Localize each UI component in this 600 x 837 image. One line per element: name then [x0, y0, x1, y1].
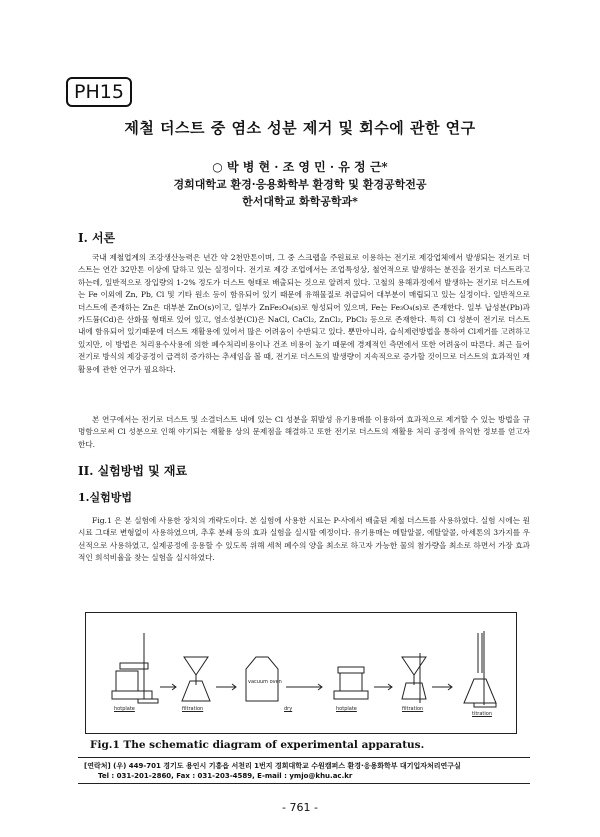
paper-code-box: PH15: [66, 77, 132, 107]
label-titration: titration: [472, 711, 493, 717]
label-filtration-2: filtration: [402, 706, 424, 712]
paragraph-methods-1: Fig.1 은 본 실험에 사용한 장치의 개략도이다. 본 실험에 사용한 시료는 P-사에서 배출된 제철 더스트를 사용하였다. 실험 시에는 원시료 그대로 변형없이 사용하였으며, 추후 분쇄 등의 효과 실험을 실시할 예정이다. 유기용매는 메탈알콜, 에탈알콜, 아세톤의 3가지를 우선적으로 사용하였고, 실제공정에 응용할 수 있도록 위해 세척 폐수의 양을 최소로 하고자 가능한 물의 첨가량을 최소로 하면서 가장 효과적인 희석비율을 찾는 실험을 실시하였다.: [78, 516, 530, 563]
label-hotplate-1: hotplate: [114, 706, 135, 712]
affiliation-2: 한서대학교 화학공학과*: [242, 195, 358, 208]
label-filtration-1: filtration: [182, 706, 204, 712]
contact-line-2: Tel : 031-201-2860, Fax : 031-203-4589, E-mail : ymjo@khu.ac.kr: [98, 772, 353, 780]
figure-caption: Fig.1 The schematic diagram of experimental apparatus.: [90, 739, 425, 751]
page-number: - 761 -: [282, 801, 318, 814]
footer-rule-top: [78, 757, 530, 758]
figure-apparatus: [85, 612, 517, 734]
label-vacuum-oven: vacuum oven: [248, 679, 282, 685]
subsection-heading-methods: 1.실험방법: [78, 491, 132, 504]
footer-rule-bottom: [78, 783, 530, 784]
label-dry: dry: [284, 706, 293, 712]
apparatus-diagram: [86, 613, 516, 733]
section-heading-intro: I. 서론: [78, 231, 116, 245]
section-heading-methods: II. 실험방법 및 재료: [78, 464, 188, 478]
label-hotplate-2: hotplate: [336, 706, 357, 712]
contact-line-1: [연락처] (우) 449-701 경기도 용인시 기흥읍 서천리 1번지 경희대학교 수원캠퍼스 환경·응용화학부 대기입자처리연구실: [84, 762, 461, 770]
affiliation-1: 경희대학교 환경·응용화학부 환경학 및 환경공학전공: [173, 178, 427, 191]
paper-title: 제철 더스트 중 염소 성분 제거 및 회수에 관한 연구: [124, 119, 476, 137]
author-list: ○ 박 병 현 · 조 영 민 · 유 정 근*: [212, 160, 388, 174]
paragraph-intro-1: 국내 제철업계의 조강생산능력은 년간 약 2천만톤이며, 그 중 스크랩을 주원료로 이용하는 전기로 제강업체에서 발생되는 전기로 더스트는 연간 32만톤 이상에 달하고 있는 실정이다. 전기로 제강 조업에서는 조업특성상, 철연적으로 발생하는 분진을 전기로 더스트라고 하는데, 일반적으로 장입량의 1-2% 정도가 더스트 형태로 배출되는 것으로 알려져 있다. 고철의 용해과정에서 발생하는 전기로 더스트에는 Fe 이외에 Zn, Pb, Cl 및 기타 원소 등이 함유되어 있기 때문에 유해물질로 취급되어 대부분이 매립되고 있는 실정이다. 일반적으로 더스트에 존재하는 Zn은 대부분 ZnO(s)이고, 일부가 ZnFe₂O₄(s)로 형성되어 있으며, Fe는 Fe₃O₄(s)로 존재한다. 일부 납성분(Pb)과 카드뮴(Cd)은 산화물 형태로 있어 있고, 염소성분(Cl)은 NaCl, CaCl₂, ZnCl₂, PbCl₂ 등으로 존재한다. 특히 Cl 성분이 전기로 더스트 내에 함유되어 있기때문에 더스트 재활용에 있어서 많은 어려움이 수반되고 있다. 뿐만아니라, 습식제련방법을 통하여 Cl제거를 고려하고 있지만, 이 방법은 처리용수사용에 의한 폐수처리비용이나 건조 비용이 높기 때문에 경제적인 측면에서 또한 어려움이 따른다. 최근 들어 전기로 방식의 제강공정이 급격히 증가하는 추세임을 볼 때, 전기로 더스트의 발생량이 지속적으로 증가할 것이므로 더스트의 효과적인 재활용에 관한 연구가 필요하다.: [78, 253, 530, 374]
paragraph-intro-2: 본 연구에서는 전기로 더스트 및 소결더스트 내에 있는 Cl 성분을 휘발성 유기용매를 이용하여 효과적으로 제거할 수 있는 방법을 규명함으로써 Cl 성분으로 인해 야기되는 재활용 상의 문제점을 해결하고 또한 전기로 더스트의 재활용 처리 공정에 유익한 정보를 얻고자 한다.: [78, 415, 530, 449]
